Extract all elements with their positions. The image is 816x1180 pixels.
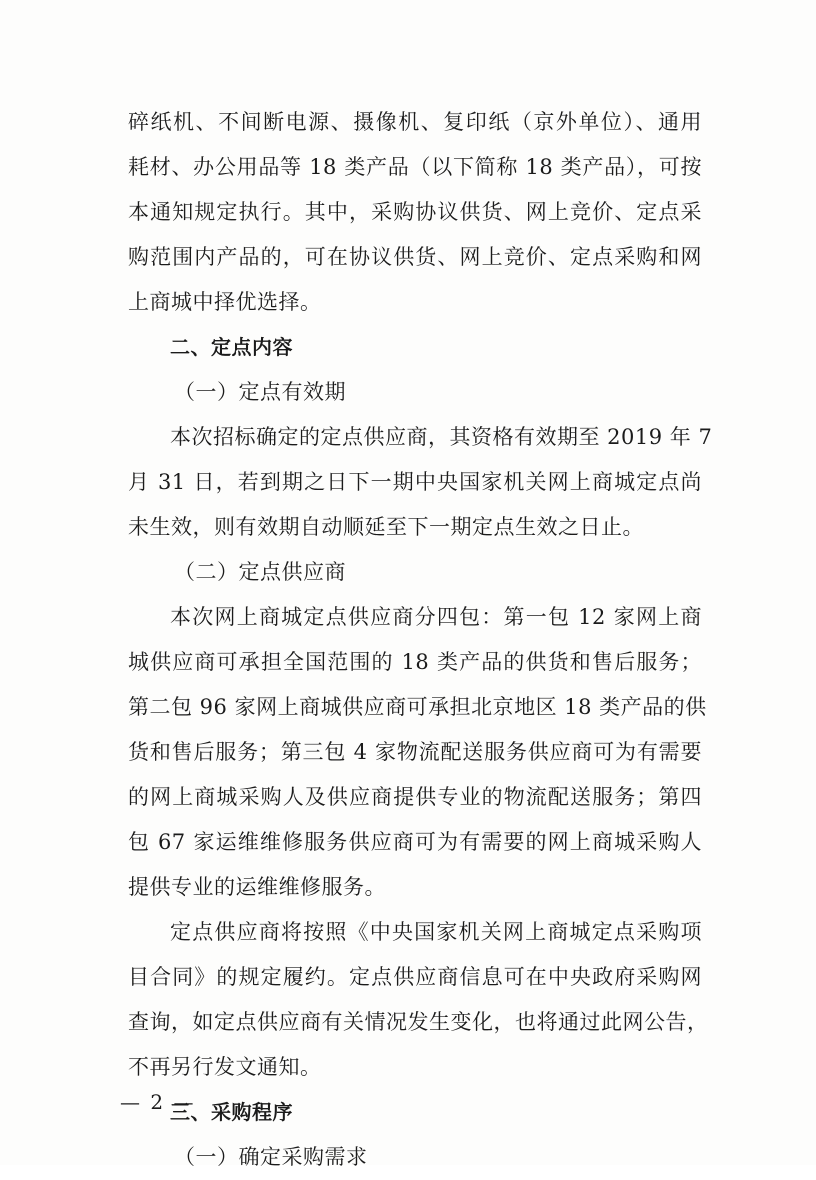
section-2-2-heading: （二）定点供应商 <box>174 560 346 584</box>
contract-line-2: 目合同》的规定履约。定点供应商信息可在中央政府采购网 <box>128 965 702 989</box>
section-2-1-heading: （一）定点有效期 <box>174 380 346 404</box>
contract-line-4: 不再另行发文通知。 <box>128 1055 322 1079</box>
page-number: — 2 — <box>120 1090 196 1114</box>
intro-line-2: 耗材、办公用品等 18 类产品（以下简称 18 类产品），可按 <box>128 155 702 179</box>
section-3-heading: 三、采购程序 <box>170 1100 293 1124</box>
supplier-line-4: 货和售后服务；第三包 4 家物流配送服务供应商可为有需要 <box>128 740 702 764</box>
supplier-line-2: 城供应商可承担全国范围的 18 类产品的供货和售后服务； <box>128 650 702 674</box>
contract-line-1: 定点供应商将按照《中央国家机关网上商城定点采购项 <box>170 920 702 944</box>
validity-line-3: 未生效，则有效期自动顺延至下一期定点生效之日止。 <box>128 515 644 539</box>
intro-line-3: 本通知规定执行。其中，采购协议供货、网上竞价、定点采 <box>128 200 702 224</box>
supplier-line-1: 本次网上商城定点供应商分四包：第一包 12 家网上商 <box>170 605 702 629</box>
intro-line-1: 碎纸机、不间断电源、摄像机、复印纸（京外单位）、通用 <box>128 110 702 134</box>
section-2-heading: 二、定点内容 <box>170 335 293 359</box>
validity-line-2: 月 31 日，若到期之日下一期中央国家机关网上商城定点尚 <box>128 470 702 494</box>
section-3-1-heading: （一）确定采购需求 <box>174 1145 368 1169</box>
supplier-line-7: 提供专业的运维维修服务。 <box>128 875 386 899</box>
supplier-line-6: 包 67 家运维维修服务供应商可为有需要的网上商城采购人 <box>128 830 702 854</box>
document-body <box>128 100 713 1180</box>
supplier-line-5: 的网上商城采购人及供应商提供专业的物流配送服务；第四 <box>128 785 702 809</box>
intro-line-5: 上商城中择优选择。 <box>128 290 322 314</box>
validity-line-1: 本次招标确定的定点供应商，其资格有效期至 2019 年 7 <box>170 425 713 449</box>
supplier-line-3: 第二包 96 家网上商城供应商可承担北京地区 18 类产品的供 <box>128 695 707 719</box>
contract-line-3: 查询，如定点供应商有关情况发生变化，也将通过此网公告， <box>128 1010 709 1034</box>
intro-line-4: 购范围内产品的，可在协议供货、网上竞价、定点采购和网 <box>128 245 702 269</box>
